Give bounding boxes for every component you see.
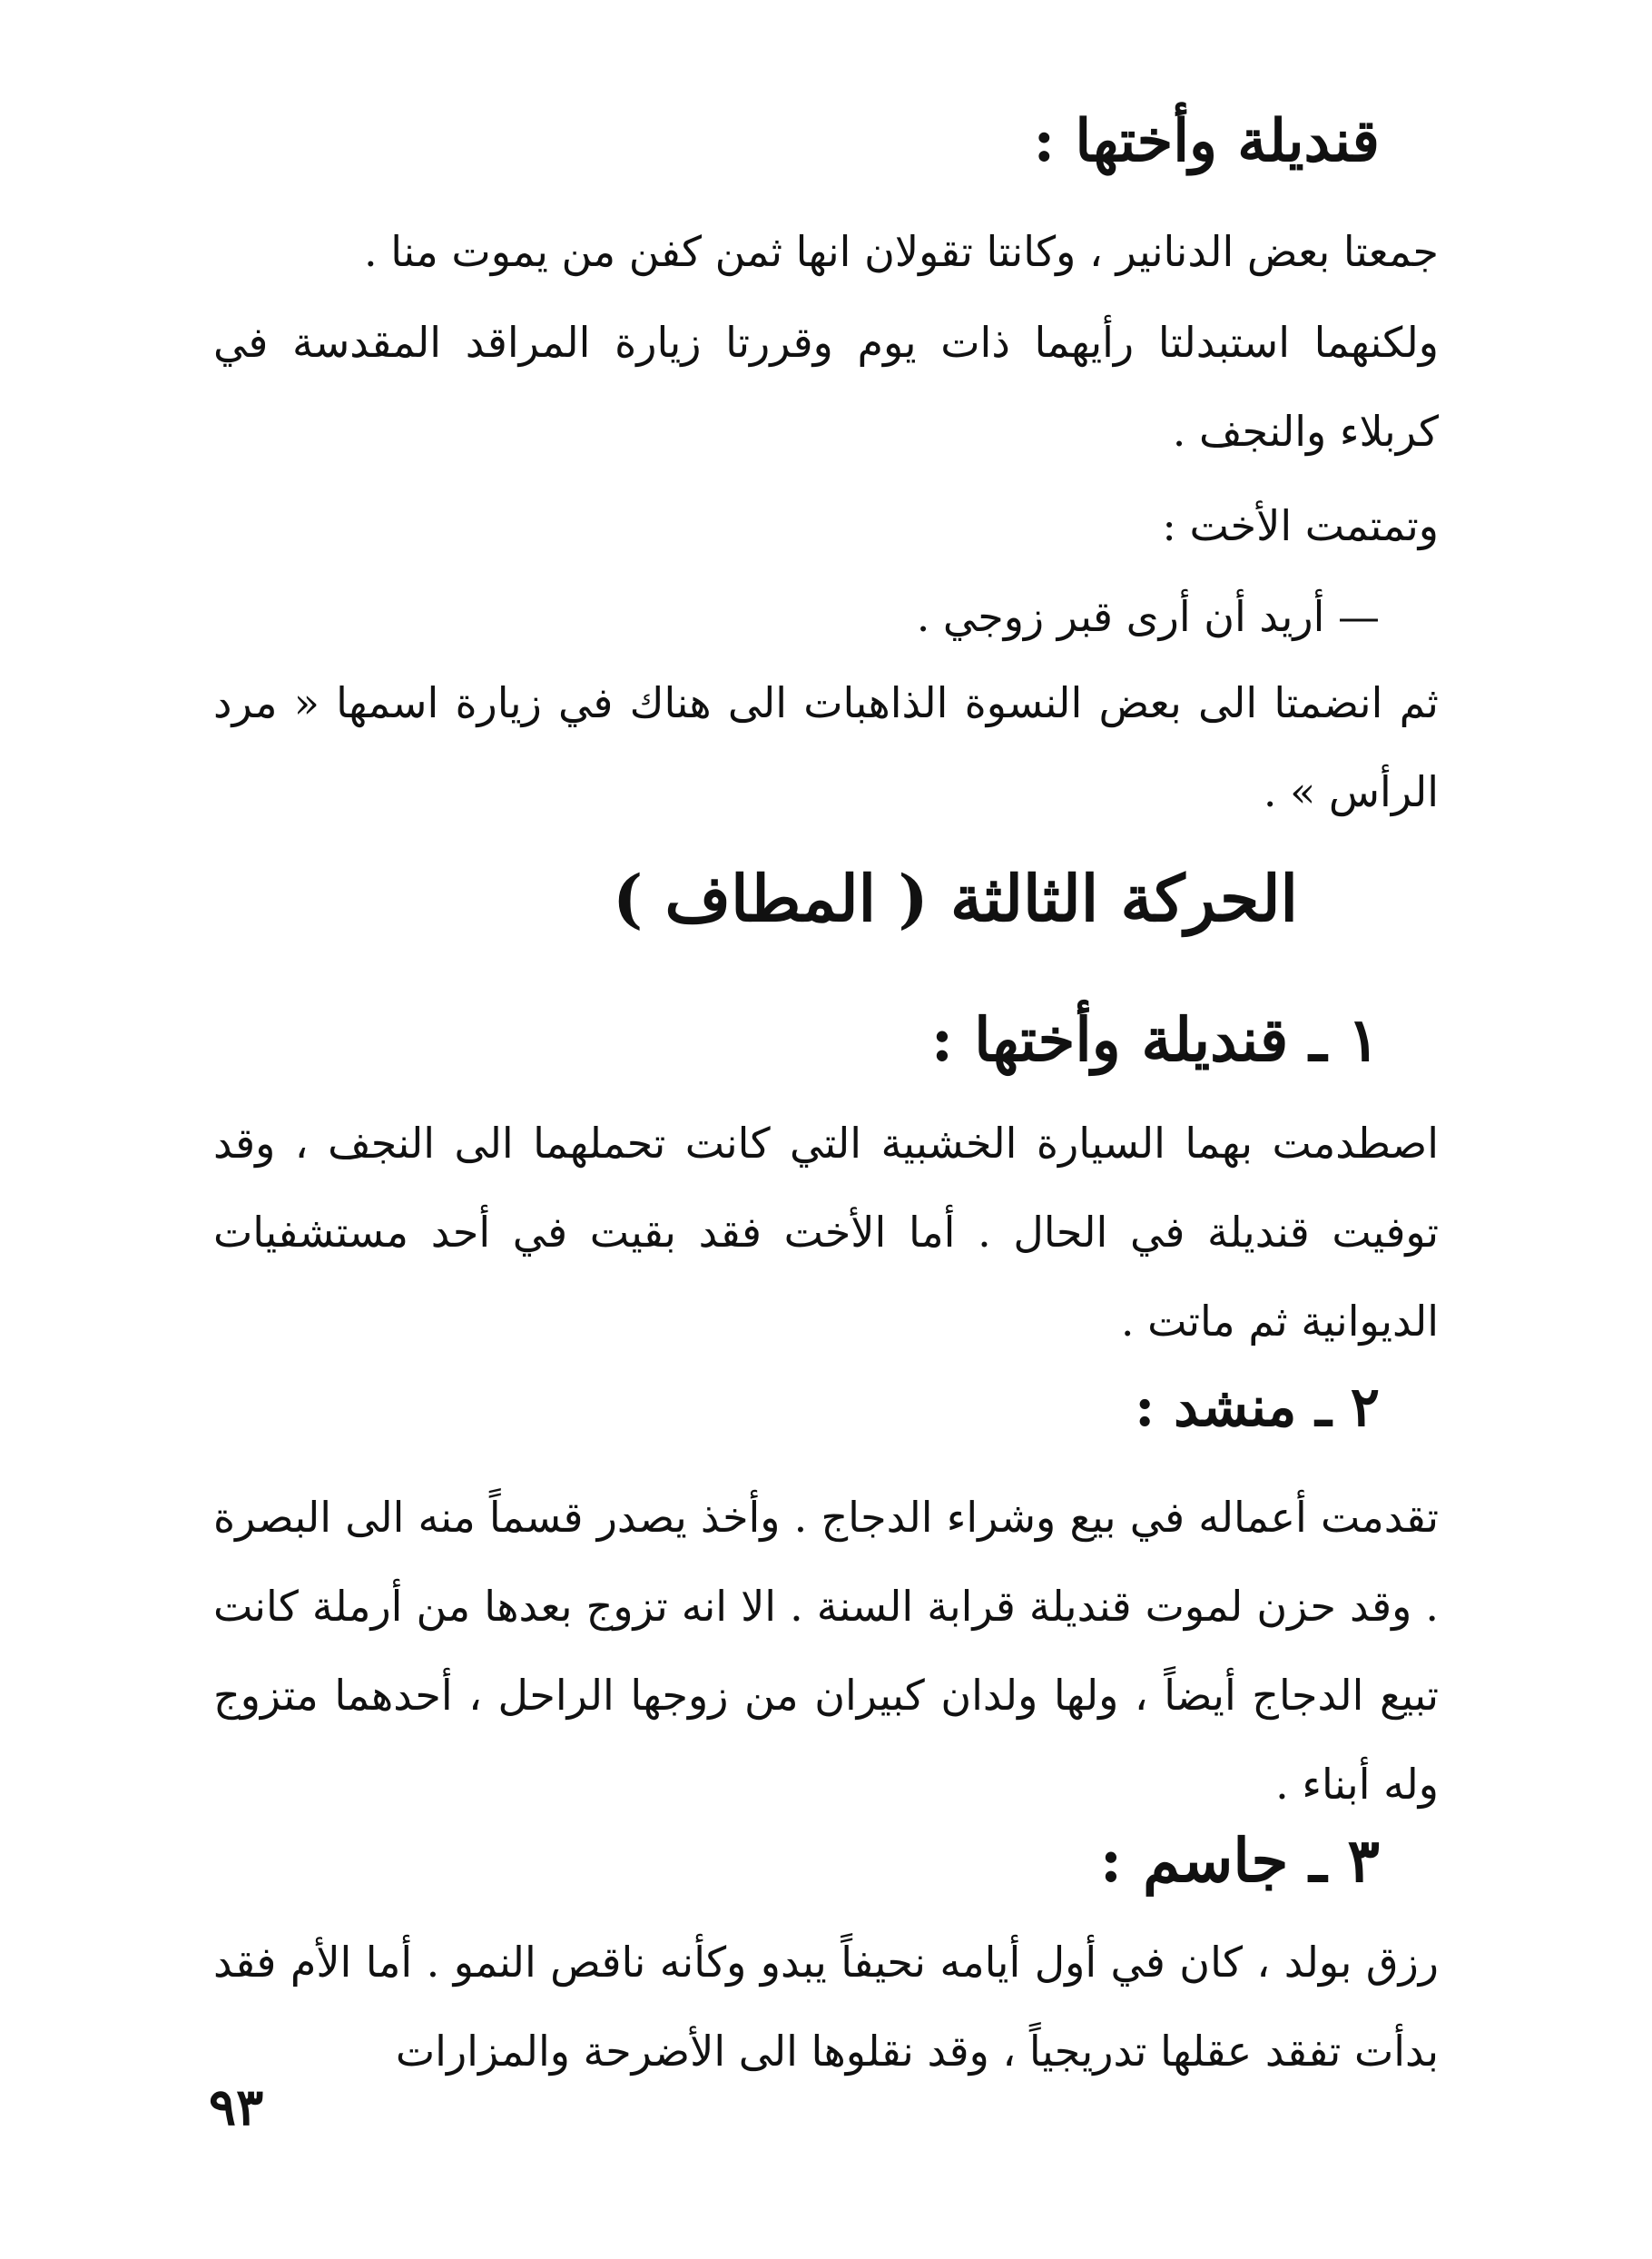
item3-paragraph <box>213 1918 1439 2096</box>
section-heading-third-movement: الحركة الثالثة ( المطاف ) <box>613 861 1298 936</box>
dialogue-line: — أريد أن أرى قبر زوجي . <box>916 592 1380 641</box>
section1-paragraph-4 <box>213 658 1439 836</box>
section1-paragraph-2 <box>213 298 1439 476</box>
item1-paragraph <box>213 1099 1439 1366</box>
paragraph-text: جمعتا بعض الدنانير ، وكانتا تقولان انها ثمن كفن من يموت منا . <box>364 227 1439 276</box>
paragraph-text: اصطدمت بهما السيارة الخشبية التي كانت تحملهما الى النجف ، وقد توفيت قنديلة في الحال . أما الأخت فقد بقيت في أحد مستشفيات الديوانية ثم ماتت . <box>213 1119 1439 1346</box>
paragraph-text: ولكنهما استبدلتا رأيهما ذات يوم وقررتا زيارة المراقد المقدسة في كربلاء والنجف . <box>213 318 1439 456</box>
subheading-item-2: ٢ ـ منشد : <box>1135 1376 1380 1439</box>
subheading-item-3: ٣ ـ جاسم : <box>1099 1825 1380 1896</box>
paragraph-text: وتمتمت الأخت : <box>1162 501 1439 550</box>
subheading-item-1: ١ ـ قنديلة وأختها : <box>930 1004 1380 1075</box>
paragraph-text: رزق بولد ، كان في أول أيامه نحيفاً يبدو وكأنه ناقص النمو . أما الأم فقد بدأت تفقد عقلها تدريجياً ، وقد نقلوها الى الأضرحة والمزارات <box>213 1938 1439 2076</box>
item2-paragraph <box>213 1473 1439 1829</box>
paragraph-text: تقدمت أعماله في بيع وشراء الدجاج . وأخذ يصدر قسماً منه الى البصرة . وقد حزن لموت قنديلة قرابة السنة . الا انه تزوج بعدها من أرملة كانت تبيع الدجاج أيضاً ، ولها ولدان كبيران من زوجها الراحل ، أحدهما متزوج وله أبناء . <box>213 1493 1439 1809</box>
page-number: ٩٣ <box>209 2077 264 2137</box>
section-heading-qandila: قنديلة وأختها : <box>1033 107 1380 175</box>
section1-paragraph-3 <box>213 481 1439 570</box>
section1-paragraph-1 <box>213 207 1439 296</box>
paragraph-text: ثم انضمتا الى بعض النسوة الذاهبات الى هناك في زيارة اسمها « مرد الرأس » . <box>213 678 1439 816</box>
